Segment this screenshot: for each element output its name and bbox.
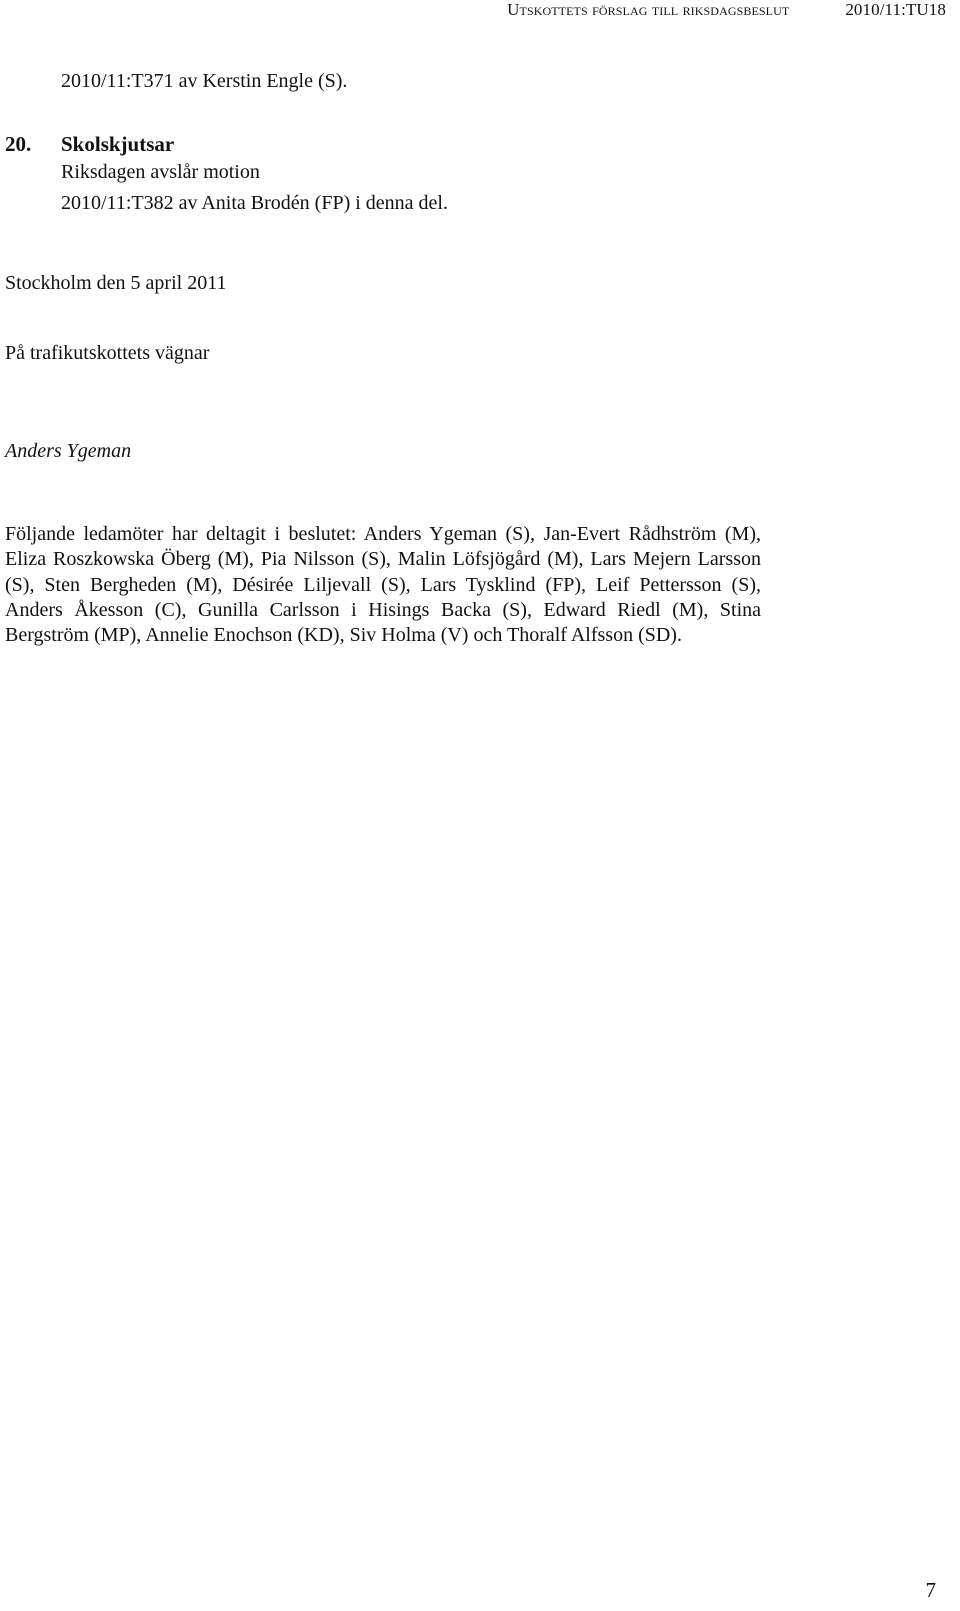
- page-header: [507, 0, 946, 22]
- document-id: 2010/11:TU18: [845, 0, 946, 19]
- item-number: 20.: [5, 132, 32, 156]
- item-title: Skolskjutsar: [61, 132, 175, 156]
- signatory: Anders Ygeman: [5, 440, 132, 462]
- prev-item-continuation: 2010/11:T371 av Kerstin Engle (S).: [61, 70, 348, 92]
- decision-line-2: 2010/11:T382 av Anita Brodén (FP) i denna del.: [61, 192, 448, 214]
- participants-paragraph: Följande ledamöter har deltagit i beslutet: Anders Ygeman (S), Jan-Evert Rådhström (M), Eliza Roszkowska Öberg (M), Pia Nilsson (S), Malin Löfsjögård (M), Lars Mejern Larsson (S), Sten Bergheden (M), Désirée Liljevall (S), Lars Tysklind (FP), Leif Pettersson (S), Anders Åkesson (C), Gunilla Carlsson i Hisings Backa (S), Edward Riedl (M), Stina Bergström (MP), Annelie Enochson (KD), Siv Holma (V) och Thoralf Alfsson (SD).: [5, 523, 761, 647]
- page-number: 7: [925, 1578, 936, 1602]
- decision-line-1: Riksdagen avslår motion: [61, 161, 260, 183]
- section-title: Utskottets förslag till riksdagsbeslut: [507, 0, 790, 19]
- on-behalf: På trafikutskottets vägnar: [5, 342, 210, 364]
- item-heading: [5, 132, 174, 157]
- place-date: Stockholm den 5 april 2011: [5, 272, 227, 294]
